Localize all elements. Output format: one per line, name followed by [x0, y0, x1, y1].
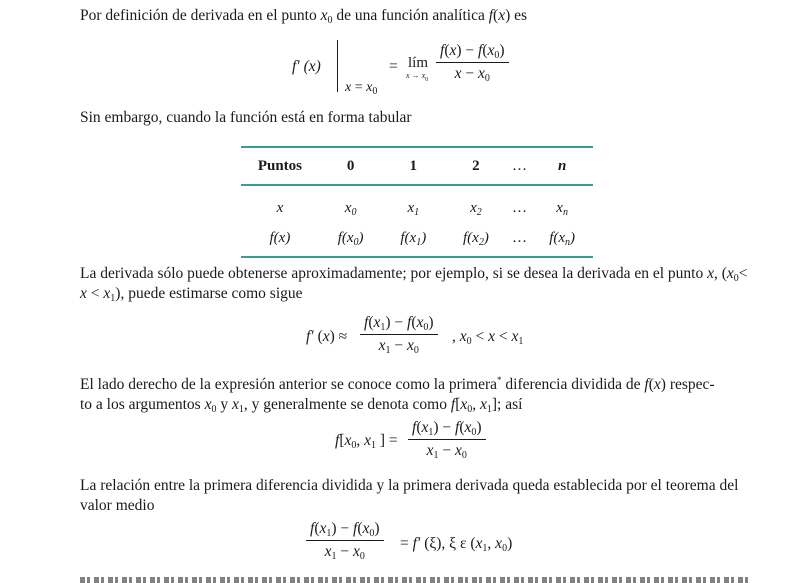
paragraph-mean-value: La relación entre la primera diferencia dividida y la primera derivada queda establecida por el teorema del valor medio — [80, 477, 739, 514]
table-cell: … — [511, 199, 527, 216]
eq3-fraction: $\frac{f(x_1) - f(x_0)}{x_1 - x_0}$ — [408, 419, 486, 460]
eq3-lhs: $f[x_0$, $x_1$ ] = — [335, 432, 398, 451]
eq1-evaluation-bar — [337, 40, 338, 92]
eq2-fraction: $\frac{f(x_1) - f(x_0)}{x_1 - x_0}$ — [360, 314, 438, 355]
table-header-cell: n — [531, 147, 593, 185]
table-cell: $f(x_2)$ — [444, 223, 508, 257]
table-cell: $f(x_0)$ — [319, 223, 383, 257]
table-cell: f(x) — [241, 223, 319, 257]
table-cell: $x_n$ — [556, 199, 568, 218]
table-cell: … — [508, 223, 532, 257]
table-cell: $f(x_1)$ — [382, 223, 444, 257]
paragraph-approximation: La derivada sólo puede obtenerse aproximadamente; por ejemplo, si se desea la derivada en el punto x, $(x_0< x < x_1)$, puede estimarse como sigue — [80, 265, 748, 304]
table-cell: $x_2$ — [470, 199, 482, 218]
table-header-cell: 2 — [444, 147, 508, 185]
data-table — [241, 146, 593, 258]
table-cell: $x_0$ — [344, 199, 357, 218]
table-row-x — [241, 185, 593, 223]
paragraph-tabular: Sin embargo, cuando la función está en forma tabular — [80, 109, 412, 126]
cut-off-text-line — [80, 573, 752, 583]
eq1-lhs: f′ (x) — [292, 58, 321, 75]
paragraph-first-divided-difference: El lado derecho de la expresión anterior se conoce como la primera* diferencia dividida de f(x) respec- to a los argumentos $x_0$ y $x_1$, y generalmente se denota como $f[x_0$, $x_1$]; así — [80, 375, 715, 416]
table-cell: $x_1$ — [407, 199, 420, 218]
eq1-condition: $x = x_0$ — [345, 80, 378, 97]
eq2-condition: , $x_0 < x < x_1$ — [452, 328, 524, 347]
eq1-equals: = — [389, 58, 398, 75]
table-header-cell: 1 — [382, 147, 444, 185]
eq1-lim-sub: $x \to x_0$ — [406, 71, 429, 83]
eq1-fraction: $\frac{f(x) - f(x_0)}{x - x_0}$ — [436, 42, 509, 83]
eq4-fraction: $\frac{f(x_1) - f(x_0)}{x_1 - x_0}$ — [306, 520, 384, 561]
paragraph-definition: Por definición de derivada en el punto $x_0$ de una función analítica f(x) es — [80, 7, 528, 26]
table-cell: $f(x_n)$ — [531, 223, 593, 257]
eq1-lim: lím — [408, 55, 429, 71]
table-header-cell: Puntos — [241, 147, 319, 185]
eq4-rhs: = f′ (ξ), ξ ε ($x_1$, $x_0$) — [400, 535, 513, 554]
table-header-cell: … — [508, 147, 532, 185]
table-header-cell: 0 — [319, 147, 383, 185]
table-cell: x — [276, 199, 284, 216]
table-row-fx — [241, 223, 593, 257]
eq2-lhs: f′ (x) ≈ — [306, 328, 348, 345]
